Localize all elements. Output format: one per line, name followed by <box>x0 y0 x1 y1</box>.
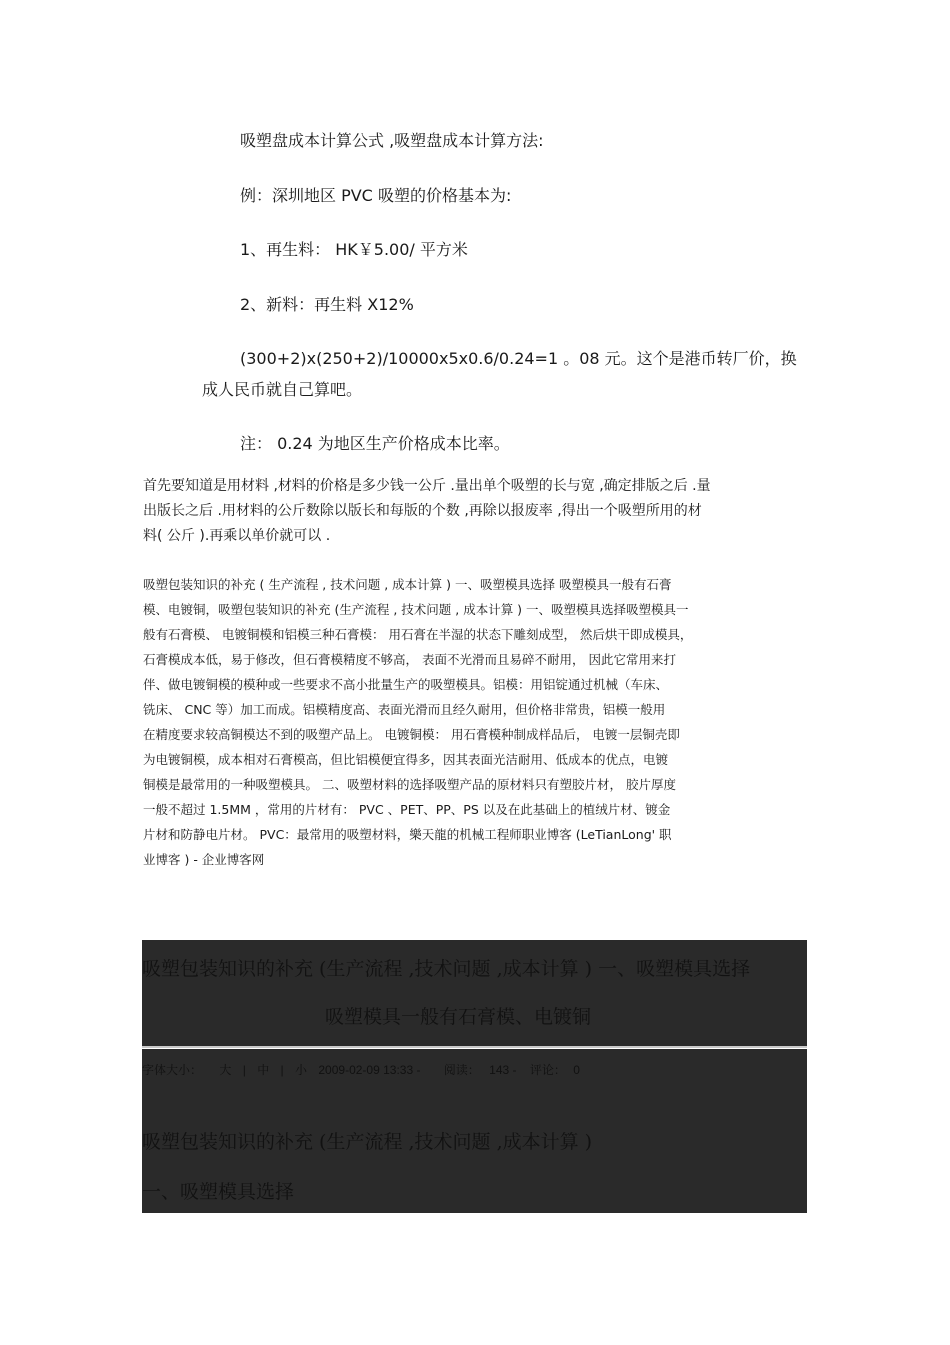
paragraph-line: 片材和防静电片材。 PVC：最常用的吸塑材料，樂天龍的机械工程师职业博客 (LeTianLong' 职 <box>143 827 672 842</box>
formula-line-2: 成人民币就自己算吧。 <box>202 380 363 399</box>
paragraph-line: 在精度要求较高铜模达不到的吸塑产品上。 电镀铜模： 用石膏模种制成样品后， 电镀一层铜壳即 <box>143 727 680 742</box>
paragraph-line: 出版长之后 .用材料的公斤数除以版长和每版的个数 ,再除以报废率 ,得出一个吸塑所用的材 <box>143 503 702 519</box>
separator: | <box>280 1063 284 1077</box>
article-heading: 吸塑包装知识的补充 (生产流程 ,技术问题 ,成本计算 ) <box>142 1131 593 1153</box>
price-item-1: 1、再生料： HK￥5.00/ 平方米 <box>240 240 468 259</box>
formula-line-1: (300+2)x(250+2)/10000x5x0.6/0.24=1 。08 元。这个是港币转厂价，换 <box>240 349 797 368</box>
paragraph-line: 般有石膏模、 电镀铜模和铝模三种石膏模： 用石膏在半湿的状态下雕刻成型， 然后烘干即成模具， <box>143 627 693 642</box>
paragraph-line: 一般不超过 1.5MM ，常用的片材有： PVC 、PET、PP、PS 以及在此基础上的植绒片材、镀金 <box>143 802 671 817</box>
paragraph-line: 铣床、 CNC 等）加工而成。铝模精度高、表面光滑而且经久耐用，但价格非常贵，铝模一般用 <box>143 702 666 717</box>
comments-count: 0 <box>573 1063 580 1077</box>
paragraph-line: 石膏模成本低，易于修改，但石膏模精度不够高， 表面不光滑而且易碎不耐用， 因此它常用来打 <box>143 652 676 667</box>
paragraph-line: 为电镀铜模，成本相对石膏模高，但比铝模便宜得多，因其表面光洁耐用、低成本的优点，电镀 <box>143 752 669 767</box>
price-item-2: 2、新料：再生料 X12% <box>240 295 414 314</box>
paragraph-line: 业博客 ) - 企业博客网 <box>143 852 265 867</box>
post-datetime: 2009-02-09 13:33 - <box>318 1063 421 1077</box>
example-line: 例：深圳地区 PVC 吸塑的价格基本为: <box>240 186 512 205</box>
font-size-large-link[interactable]: 大 <box>219 1063 232 1077</box>
reads-label: 阅读： <box>443 1063 480 1077</box>
paragraph-line: 铜模是最常用的一种吸塑模具。 二、吸塑材料的选择吸塑产品的原材料只有塑胶片材， 胶片厚度 <box>143 777 676 792</box>
doc-title: 吸塑盘成本计算公式 ,吸塑盘成本计算方法: <box>240 131 544 150</box>
article-meta <box>142 1061 580 1078</box>
separator: | <box>242 1063 246 1077</box>
article-banner <box>142 940 807 1048</box>
banner-title-line-2: 吸塑模具一般有石膏模、电镀铜 <box>325 1006 592 1028</box>
reads-count: 143 - <box>489 1063 517 1077</box>
note-line: 注： 0.24 为地区生产价格成本比率。 <box>240 434 510 453</box>
paragraph-line: 模、电镀铜，吸塑包装知识的补充 (生产流程 , 技术问题 , 成本计算 ) 一、吸塑模具选择吸塑模具一 <box>143 602 689 617</box>
font-size-label: 字体大小： <box>142 1063 203 1077</box>
paragraph-line: 料( 公斤 ).再乘以单价就可以 . <box>143 528 331 544</box>
paragraph-line: 吸塑包装知识的补充 ( 生产流程 , 技术问题 , 成本计算 ) 一、吸塑模具选择 吸塑模具一般有石膏 <box>143 577 672 592</box>
comments-label: 评论： <box>529 1063 566 1077</box>
paragraph-line: 首先要知道是用材料 ,材料的价格是多少钱一公斤 .量出单个吸塑的长与宽 ,确定排版之后 .量 <box>143 478 711 494</box>
font-size-medium-link[interactable]: 中 <box>257 1063 270 1077</box>
paragraph-line: 伴、做电镀铜模的模种或一些要求不高小批量生产的吸塑模具。铝模：用铝锭通过机械（车床、 <box>143 677 669 692</box>
article-subheading: 一、吸塑模具选择 <box>142 1181 295 1203</box>
font-size-small-link[interactable]: 小 <box>295 1063 308 1077</box>
banner-title-line-1: 吸塑包装知识的补充 (生产流程 ,技术问题 ,成本计算 ) 一、吸塑模具选择 <box>142 958 751 980</box>
article-body <box>142 1049 807 1213</box>
